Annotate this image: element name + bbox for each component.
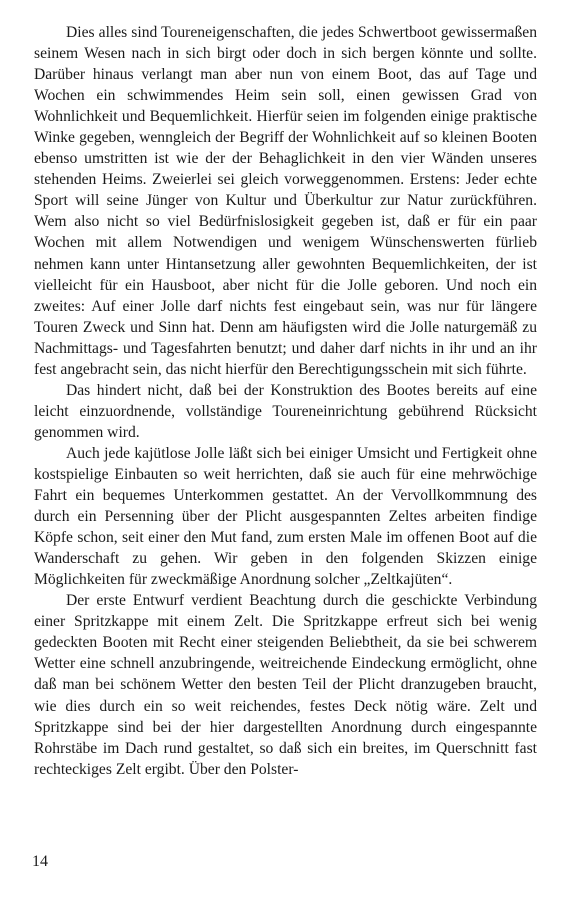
paragraph-3: Auch jede kajütlose Jolle läßt sich bei einiger Umsicht und Fertigkeit ohne kostspielige Einbauten so weit herrichten, daß sie auch für eine mehrwöchige Fahrt ein bequemes Unterkommen gestattet. An der Vervollkommnung des durch ein Persenning über der Plicht ausgespannten Zeltes arbeiten findige Köpfe schon, seit einer den Mut fand, zum ersten Male im offenen Boot auf die Wanderschaft zu gehen. Wir geben in den folgenden Skizzen einige Möglichkeiten für zweckmäßige Anordnung solcher „Zeltkajüten“.: [34, 444, 537, 589]
body-text: [34, 22, 537, 780]
paragraph-4: Der erste Entwurf verdient Beachtung durch die geschickte Verbindung einer Spritzkappe mit einem Zelt. Die Spritzkappe erfreut sich bei wenig gedeckten Booten mit Recht einer steigenden Beliebtheit, da sie bei schwerem Wetter eine schnell anzubringende, weitreichende Eindeckung ermöglicht, ohne daß man bei schönem Wetter den besten Teil der Plicht dranzugeben braucht, wie dies durch ein so weit reichendes, festes Deck nötig wäre. Zelt und Spritzkappe sind bei der hier dargestellten Anordnung durch eingespannte Rohrstäbe im Dach rund gestaltet, so daß sich ein breites, im Querschnitt fast rechteckiges Zelt ergibt. Über den Polster-: [34, 592, 537, 778]
paragraph-2: Das hindert nicht, daß bei der Konstruktion des Bootes bereits auf eine leicht einzuordnende, vollständige Toureneinrichtung gebührend Rücksicht genommen wird.: [34, 381, 537, 441]
paragraph-1: Dies alles sind Toureneigenschaften, die jedes Schwertboot gewissermaßen seinem Wesen nach in sich birgt oder doch in sich bergen könnte und sollte. Darüber hinaus verlangt man aber nun von einem Boot, das auf Tage und Wochen ein schwimmendes Heim sein soll, einen gewissen Grad von Wohnlichkeit und Bequemlichkeit. Hierfür seien im folgenden einige praktische Winke gegeben, wenngleich der Begriff der Wohnlichkeit auf so kleinen Booten ebenso umstritten ist wie der der Behaglichkeit in den vier Wänden unseres stehenden Heims. Zweierlei sei gleich vorweggenommen. Erstens: Jeder echte Sport will seine Jünger von Kultur und Überkultur zur Natur zurückführen. Wem also nicht so viel Bedürfnislosigkeit gegeben ist, daß er für ein paar Wochen mit allem Notwendigen und wenigem Wünschenswerten fürlieb nehmen kann unter Hintansetzung aller gewohnten Bequemlichkeiten, der ist vielleicht für ein Hausboot, aber nicht für die Jolle geboren. Und noch ein zweites: Auf einer Jolle darf nichts fest eingebaut sein, was nur für längere Touren Zweck und Sinn hat. Denn am häufigsten wird die Jolle naturgemäß zu Nachmittags- und Tagesfahrten benutzt; und daher darf nichts in ihr und an ihr fest angebracht sein, das nicht hierfür den Berechtigungsschein mit sich führte.: [34, 24, 537, 378]
page-number: 14: [32, 853, 48, 870]
